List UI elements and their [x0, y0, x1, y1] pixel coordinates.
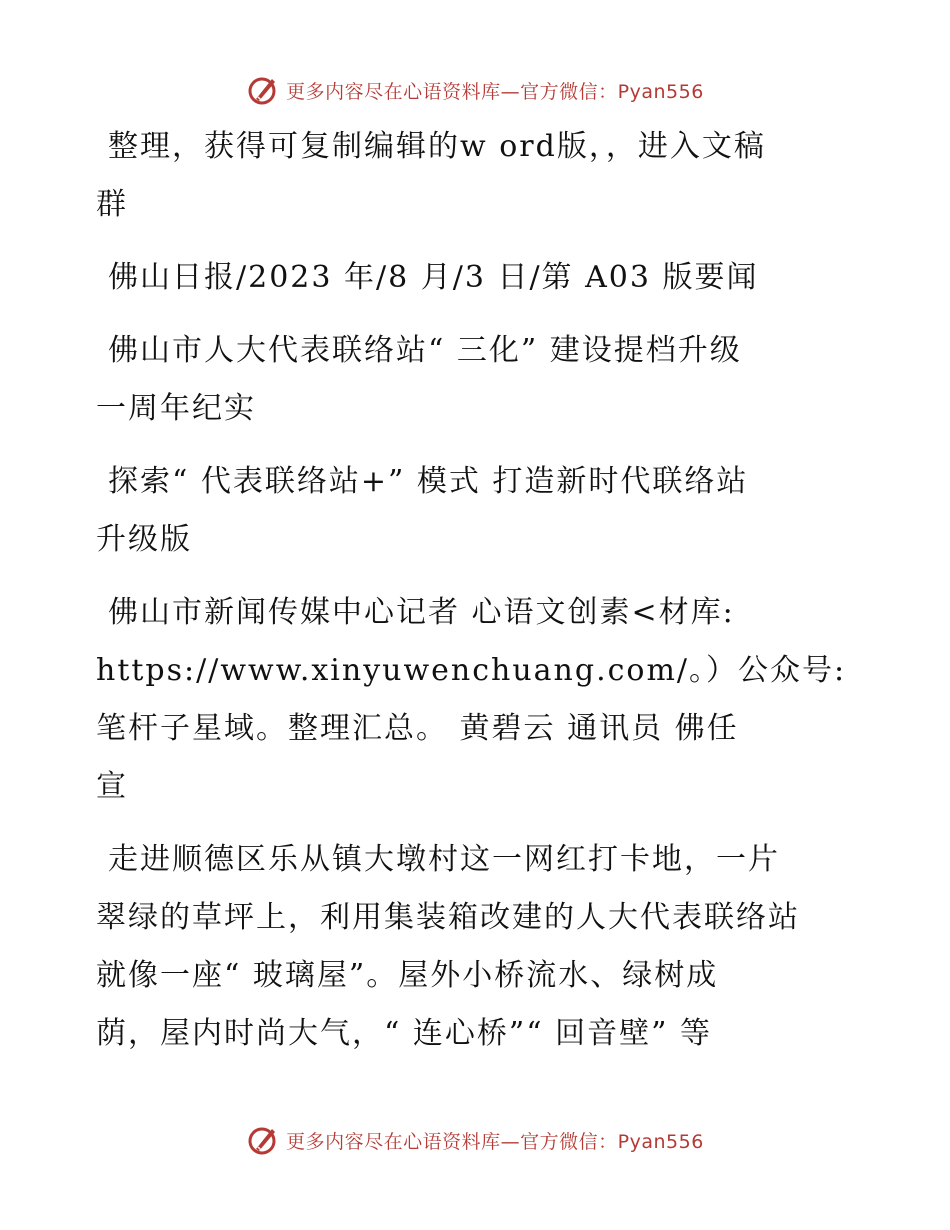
text-line: 佛山市新闻传媒中心记者 心语文创素<材库: — [108, 595, 735, 630]
paragraph-body — [96, 831, 856, 1063]
text-line: 翠绿的草坪上，利用集装箱改建的人大代表联络站 — [96, 900, 800, 935]
text-line: 佛山日报/2023 年/8 月/3 日/第 A03 版要闻 — [108, 260, 759, 295]
text-line: 荫，屋内时尚大气，“ 连心桥”“ 回音壁” 等 — [96, 1016, 712, 1051]
text-line: 群 — [96, 187, 128, 222]
quill-pen-logo-icon — [246, 1123, 280, 1157]
text-line: 一周年纪实 — [96, 391, 256, 426]
quill-pen-logo-icon — [246, 73, 280, 107]
text-line: 佛山市人大代表联络站“ 三化” 建设提档升级 — [108, 333, 742, 368]
text-line: 宣 — [96, 769, 128, 804]
paragraph-subheadline — [96, 453, 856, 569]
text-line: 就像一座“ 玻璃屋”。屋外小桥流水、绿树成 — [96, 958, 719, 993]
paragraph-source — [96, 249, 856, 307]
text-line: 笔杆子星域。整理汇总。 黄碧云 通讯员 佛任 — [96, 711, 739, 746]
paragraph-intro — [96, 118, 856, 234]
text-line: 升级版 — [96, 522, 192, 557]
footer-watermark-banner — [0, 1120, 950, 1160]
text-line: 探索“ 代表联络站+” 模式 打造新时代联络站 — [108, 464, 749, 499]
text-line: 走进顺德区乐从镇大墩村这一网红打卡地，一片 — [108, 842, 780, 877]
footer-watermark-text: 更多内容尽在心语资料库—官方微信：Pyan556 — [286, 1130, 704, 1153]
paragraph-headline — [96, 322, 856, 438]
text-line: https://www.xinyuwenchuang.com/。）公众号: — [96, 653, 847, 688]
paragraph-byline — [96, 584, 856, 816]
text-line: 整理，获得可复制编辑的w ord版，，进入文稿 — [108, 129, 766, 164]
header-watermark-text: 更多内容尽在心语资料库—官方微信：Pyan556 — [286, 80, 704, 103]
header-watermark-banner — [0, 70, 950, 110]
document-body — [96, 118, 856, 1078]
